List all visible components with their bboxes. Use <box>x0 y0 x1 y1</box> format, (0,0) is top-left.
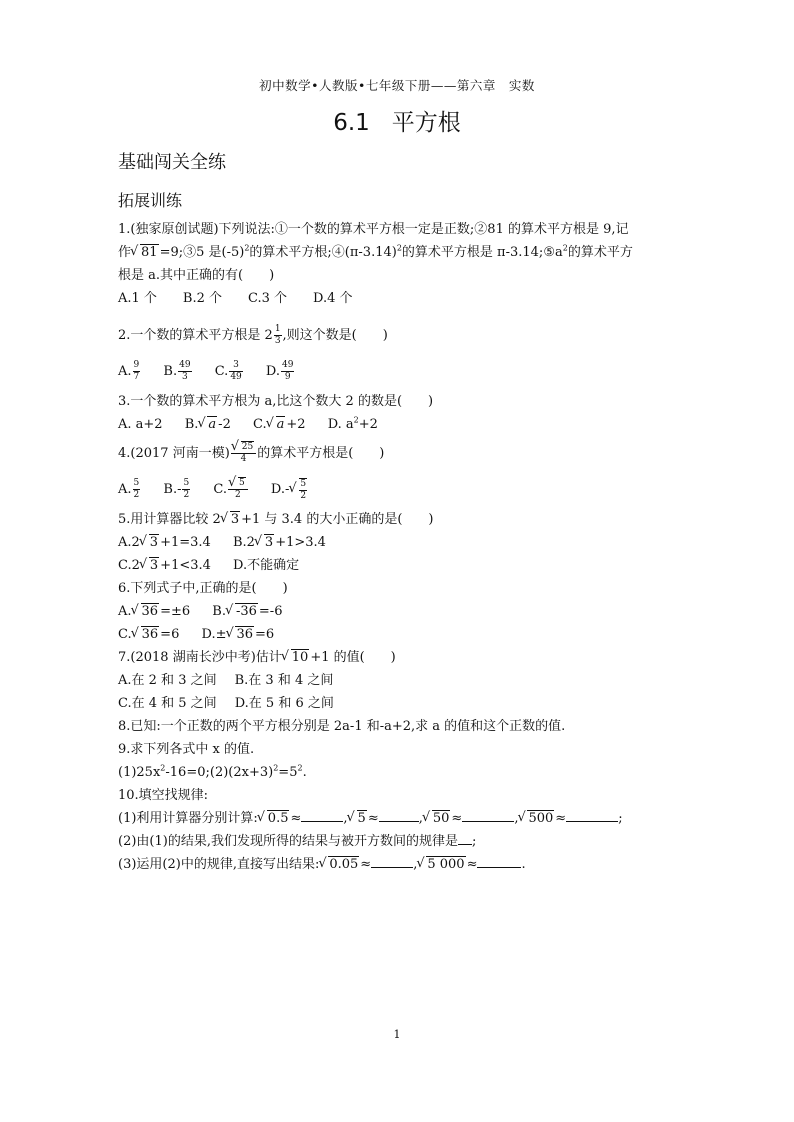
numerator: 1 <box>274 324 281 334</box>
q10-stem: 10.填空找规律: <box>118 788 209 803</box>
radicand: 0.05 <box>329 857 359 872</box>
q3-options <box>118 413 688 436</box>
numerator: 3 <box>229 360 242 372</box>
q1-line-1: 1.(独家原创试题)下列说法:①一个数的算术平方根一定是正数;②81 的算术平方根是 9,记 <box>118 222 629 237</box>
text: (1)利用计算器分别计算: <box>118 811 258 826</box>
q1-options: A.1 个 B.2 个 C.3 个 D.4 个 <box>118 291 353 306</box>
section-heading: 基础闯关全练 <box>118 152 226 173</box>
fraction <box>231 442 256 465</box>
denominator: 7 <box>133 372 140 382</box>
option-b: B. <box>212 604 226 619</box>
denominator: 2 <box>300 490 307 501</box>
text: 7.(2018 湖南长沙中考)估计 <box>118 650 282 665</box>
radicand: 25 <box>241 442 254 452</box>
text: 的算术平方 <box>567 245 633 260</box>
radicand: 5 000 <box>427 857 465 872</box>
text: -16=0;(2)(2x+3) <box>165 765 274 780</box>
fraction <box>281 360 294 383</box>
radicand: a <box>276 417 285 432</box>
denominator: 2 <box>133 490 140 500</box>
text: 的算术平方根是 π-3.14;⑤a <box>401 245 563 260</box>
q3-stem: 3.一个数的算术平方根为 a,比这个数大 2 的数是( ) <box>118 394 434 409</box>
radicand: 3 <box>149 558 159 573</box>
sqrt-symbol <box>132 600 160 623</box>
text: =±6 <box>160 604 191 619</box>
fraction <box>274 324 282 347</box>
radicand: 3 <box>264 535 274 550</box>
q8-stem: 8.已知:一个正数的两个平方根分别是 2a-1 和-a+2,求 a 的值和这个正数的值. <box>118 719 566 734</box>
fraction <box>178 360 191 383</box>
radicand: 36 <box>141 627 159 642</box>
sqrt-symbol <box>518 807 554 830</box>
option-d: D.- <box>270 482 290 497</box>
approx-sign: ≈ <box>360 857 372 872</box>
denominator: 49 <box>230 372 242 382</box>
q4-stem <box>118 436 688 472</box>
q1-line-2 <box>118 241 688 264</box>
radicand: a <box>208 417 217 432</box>
denominator: 2 <box>234 490 241 500</box>
superscript: 2 <box>297 763 303 773</box>
fraction <box>228 478 248 501</box>
option-a: A. a+2 <box>118 417 163 432</box>
superscript: 2 <box>562 243 568 253</box>
denominator: 3 <box>274 336 281 346</box>
title-text: 平方根 <box>391 110 461 136</box>
option-c: C.在 4 和 5 之间 <box>118 696 217 711</box>
approx-sign: ≈ <box>290 811 302 826</box>
text: , <box>418 811 423 826</box>
option-b: B.2 <box>232 535 255 550</box>
numerator: 5 <box>133 478 140 488</box>
text: +1 的值( ) <box>310 650 396 665</box>
q10-part-3 <box>118 853 688 876</box>
q4-options <box>118 472 688 508</box>
sqrt-symbol <box>140 531 159 554</box>
fraction <box>133 478 141 501</box>
text: (3)运用(2)中的规律,直接写出结果: <box>118 857 320 872</box>
option-a: A. <box>118 364 132 379</box>
radicand: 3 <box>149 535 159 550</box>
sqrt-symbol <box>282 646 310 669</box>
q9-equations <box>118 761 688 784</box>
text: +1 与 3.4 的大小正确的是( ) <box>241 512 434 527</box>
radicand: 0.5 <box>267 811 289 826</box>
option-c: C. <box>214 364 229 379</box>
answer-blank[interactable] <box>462 809 514 822</box>
answer-blank[interactable] <box>458 832 472 845</box>
approx-sign: ≈ <box>555 811 567 826</box>
sqrt-symbol <box>255 531 274 554</box>
text: . <box>521 857 526 872</box>
option-d: D. <box>265 364 280 379</box>
sqrt-symbol <box>229 478 246 489</box>
option-d: D.不能确定 <box>233 558 300 573</box>
option-d: D.在 5 和 6 之间 <box>234 696 334 711</box>
text: +2 <box>286 417 306 432</box>
sqrt-symbol <box>319 853 359 876</box>
option-b: B.在 3 和 4 之间 <box>234 673 334 688</box>
option-b: B. <box>184 417 199 432</box>
approx-sign: ≈ <box>367 811 379 826</box>
text: , <box>514 811 519 826</box>
running-header: 初中数学•人教版•七年级下册——第六章 实数 <box>259 78 535 93</box>
text: 5.用计算器比较 2 <box>118 512 221 527</box>
numerator <box>231 442 256 454</box>
option-c: C. <box>252 417 267 432</box>
approx-sign: ≈ <box>466 857 478 872</box>
q6-stem: 6.下列式子中,正确的是( ) <box>118 581 288 596</box>
sqrt-symbol <box>132 623 160 646</box>
denominator: 3 <box>181 372 188 382</box>
denominator: 9 <box>284 372 291 382</box>
text: , <box>343 811 348 826</box>
q7-options-ab <box>118 669 688 692</box>
sqrt-symbol <box>258 807 290 830</box>
option-a: A.2 <box>118 535 140 550</box>
q10-part-1 <box>118 807 688 830</box>
q9-stem: 9.求下列各式中 x 的值. <box>118 742 255 757</box>
radicand: 10 <box>291 650 309 665</box>
sqrt-symbol <box>226 600 258 623</box>
numerator: √ 5 <box>300 478 307 489</box>
approx-sign: ≈ <box>451 811 463 826</box>
numerator: 49 <box>179 360 191 370</box>
text: 4.(2017 河南一模) <box>118 446 230 461</box>
numerator: 5 <box>183 478 190 488</box>
text: ; <box>618 811 623 826</box>
radicand: 36 <box>141 604 159 619</box>
text: ,则这个数是( ) <box>282 328 388 343</box>
text: =9;③5 是(-5) <box>159 245 245 260</box>
text: +1<3.4 <box>160 558 211 573</box>
text: -2 <box>218 417 231 432</box>
title-number: 6.1 <box>333 110 370 136</box>
answer-blank[interactable] <box>566 809 618 822</box>
option-a: A. <box>118 604 132 619</box>
answer-blank[interactable] <box>301 809 343 822</box>
denominator: 4 <box>240 454 247 464</box>
q6-options-cd <box>118 623 688 646</box>
q5-options-ab <box>118 531 688 554</box>
sqrt-symbol <box>131 241 159 264</box>
radicand: 5 <box>357 811 366 826</box>
answer-blank[interactable] <box>371 855 413 868</box>
text: , <box>413 857 418 872</box>
fraction <box>133 360 141 383</box>
denominator: 2 <box>183 490 190 500</box>
text: ; <box>471 834 477 849</box>
radicand: 500 <box>528 811 554 826</box>
option-a: A.在 2 和 3 之间 <box>118 673 217 688</box>
text: 作 <box>118 245 132 260</box>
page-title <box>0 104 794 137</box>
page-number: 1 <box>393 1028 401 1041</box>
sqrt-symbol <box>348 807 367 830</box>
option-c: C. <box>213 482 227 497</box>
answer-blank[interactable] <box>379 809 419 822</box>
option-c: C. <box>118 627 132 642</box>
option-d: D. a <box>327 417 354 432</box>
text: 的算术平方根;④(π-3.14) <box>249 245 397 260</box>
q7-stem <box>118 646 688 669</box>
sqrt-symbol <box>226 623 254 646</box>
text: =-6 <box>258 604 283 619</box>
option-c: C.2 <box>118 558 140 573</box>
sqrt-symbol <box>232 442 254 453</box>
sqrt-symbol <box>417 853 465 876</box>
text: +1=3.4 <box>160 535 211 550</box>
exercise-list <box>118 218 688 876</box>
text: =6 <box>160 627 180 642</box>
q1-line-3: 根是 a.其中正确的有( ) <box>118 268 275 283</box>
fraction <box>229 360 242 383</box>
option-a: A. <box>118 482 132 497</box>
text: . <box>302 765 307 780</box>
superscript: 2 <box>396 243 402 253</box>
radicand: 50 <box>432 811 450 826</box>
radicand: 5 <box>238 478 245 488</box>
option-b: B. <box>163 364 178 379</box>
subsection-heading: 拓展训练 <box>118 191 183 210</box>
sqrt-symbol <box>140 554 159 577</box>
q5-stem <box>118 508 688 531</box>
radicand: 81 <box>141 245 158 260</box>
text: =6 <box>255 627 275 642</box>
q7-options-cd <box>118 692 688 715</box>
option-b: B.- <box>163 482 182 497</box>
text: 的算术平方根是( ) <box>257 446 385 461</box>
sqrt-symbol <box>221 508 240 531</box>
q2-stem <box>118 318 688 354</box>
numerator: 9 <box>133 360 140 370</box>
q5-options-cd <box>118 554 688 577</box>
answer-blank[interactable] <box>477 855 521 868</box>
sqrt-symbol <box>267 413 286 436</box>
text: +1>3.4 <box>275 535 326 550</box>
q10-part-2 <box>118 830 688 853</box>
fraction <box>299 478 307 502</box>
q2-options <box>118 354 688 390</box>
text: +2 <box>358 417 378 432</box>
fraction <box>182 478 190 501</box>
text: (2)由(1)的结果,我们发现所得的结果与被开方数间的规律是 <box>118 834 458 849</box>
option-d: D.± <box>201 627 227 642</box>
sqrt-symbol <box>423 807 451 830</box>
radicand: -36 <box>235 604 257 619</box>
sqrt-symbol <box>198 413 217 436</box>
q6-options-ab <box>118 600 688 623</box>
numerator: 49 <box>282 360 294 370</box>
superscript: 2 <box>160 763 166 773</box>
text: (1)25x <box>118 765 161 780</box>
numerator <box>228 478 248 490</box>
superscript: 2 <box>244 243 250 253</box>
text: =5 <box>278 765 298 780</box>
superscript: 2 <box>273 763 279 773</box>
radicand: 36 <box>236 627 254 642</box>
superscript: 2 <box>353 415 359 425</box>
sqrt-symbol <box>289 472 308 508</box>
text: 2.一个数的算术平方根是 2 <box>118 328 273 343</box>
radicand: 3 <box>230 512 240 527</box>
